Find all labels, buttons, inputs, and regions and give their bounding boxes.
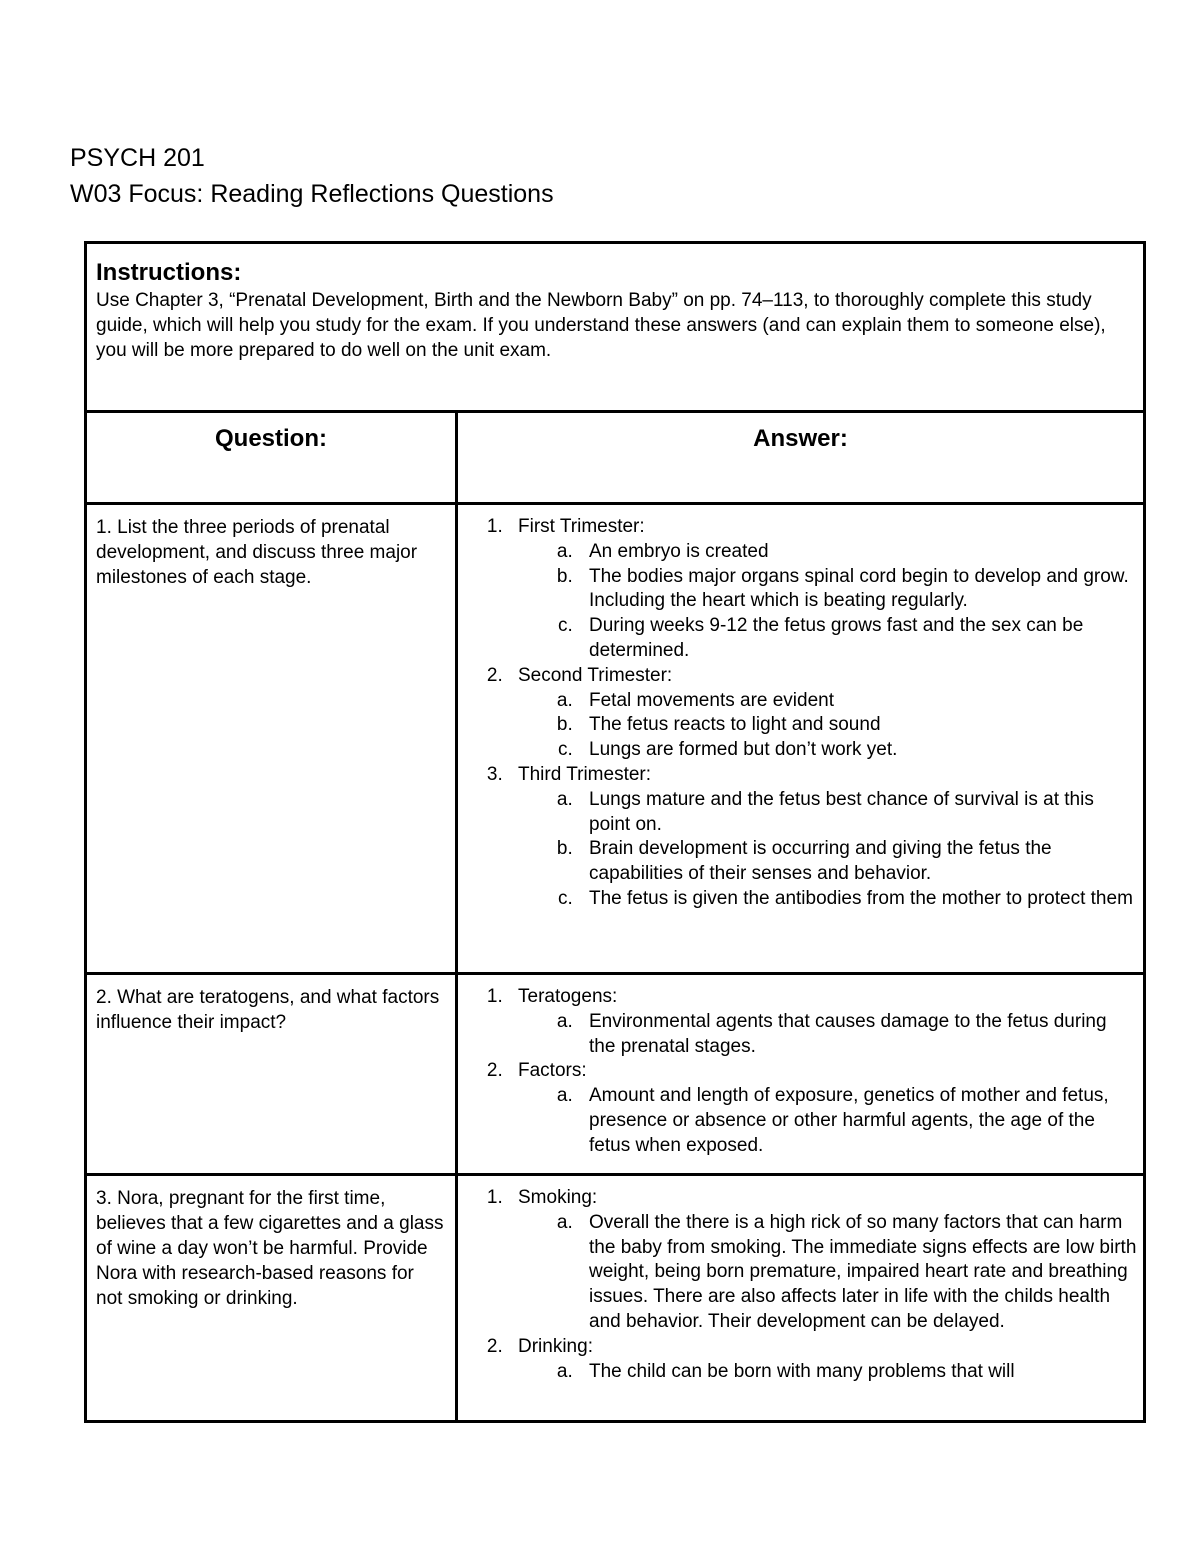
answer-item-label: Second Trimester: <box>518 664 673 686</box>
instructions-heading: Instructions: <box>96 259 242 286</box>
question-cell: 1. List the three periods of prenatal development, and discuss three major milestones of each stage. <box>86 504 457 974</box>
question-cell: 3. Nora, pregnant for the first time, believes that a few cigarettes and a glass of wine a day won’t be harmful. Provide Nora with research-based reasons for not smoking or drinking. <box>86 1175 457 1422</box>
answer-subitem: c. During weeks 9-12 the fetus grows fast and the sex can be determined. <box>578 614 1137 664</box>
answer-item <box>508 515 1137 664</box>
answer-subitem: b. Brain development is occurring and giving the fetus the capabilities of their senses and behavior. <box>578 837 1137 887</box>
answer-item-label: Teratogens: <box>518 986 618 1007</box>
answer-item-label: Smoking: <box>518 1187 598 1208</box>
answer-item <box>508 1059 1137 1158</box>
answer-subitem: a. Lungs mature and the fetus best chance of survival is at this point on. <box>578 788 1137 838</box>
answer-sublist <box>518 689 1137 763</box>
answer-sublist <box>518 788 1137 912</box>
instructions-cell <box>86 243 1145 412</box>
answer-item <box>508 763 1137 912</box>
answer-subitem: a. Fetal movements are evident <box>578 689 1137 714</box>
answer-subitem: a. Overall the there is a high rick of so many factors that can harm the baby from smoking. The immediate signs effects are low birth weight, being born premature, impaired heart rate and breathing issues. There are also affects later in life with the childs health and behavior. Their development can be delayed. <box>578 1211 1137 1335</box>
answer-item <box>508 985 1137 1059</box>
answer-item <box>508 1186 1137 1335</box>
answer-subitem: b. The fetus reacts to light and sound <box>578 713 1137 738</box>
answer-cell <box>457 1175 1145 1422</box>
table-row <box>86 504 1145 974</box>
answer-column-header: Answer: <box>457 412 1145 504</box>
answer-subitem: a. Amount and length of exposure, genetics of mother and fetus, presence or absence or other harmful agents, the age of the fetus when exposed. <box>578 1084 1137 1158</box>
table-row <box>86 974 1145 1175</box>
answer-item-label: Factors: <box>518 1060 587 1082</box>
instructions-row <box>86 243 1145 412</box>
answer-sublist <box>518 1010 1137 1060</box>
answer-sublist <box>518 1360 1137 1385</box>
answer-sublist <box>518 1084 1137 1158</box>
question-column-header: Question: <box>86 412 457 504</box>
answer-subitem: a. The child can be born with many problems that will <box>578 1360 1137 1385</box>
answer-cell <box>457 504 1145 974</box>
table-row <box>86 1175 1145 1422</box>
answer-sublist <box>518 540 1137 664</box>
instructions-text: Use Chapter 3, “Prenatal Development, Birth and the Newborn Baby” on pp. 74–113, to thoroughly complete this study guide, which will help you study for the exam. If you understand these answers (and can explain them to someone else), you will be more prepared to do well on the unit exam. <box>96 290 1106 361</box>
question-cell: 2. What are teratogens, and what factors influence their impact? <box>86 974 457 1175</box>
answer-list <box>464 985 1137 1159</box>
course-code: PSYCH 201 <box>70 144 205 172</box>
answer-item-label: First Trimester: <box>518 516 645 537</box>
answer-list <box>464 515 1137 912</box>
answer-item <box>508 1335 1137 1385</box>
table-header-row <box>86 412 1145 504</box>
answer-item-label: Drinking: <box>518 1335 593 1357</box>
answer-subitem: c. Lungs are formed but don’t work yet. <box>578 738 1137 763</box>
answer-subitem: b. The bodies major organs spinal cord begin to develop and grow. Including the heart which is beating regularly. <box>578 565 1137 615</box>
answer-sublist <box>518 1211 1137 1335</box>
document-header <box>70 140 554 212</box>
answer-subitem: c. The fetus is given the antibodies from the mother to protect them <box>578 887 1137 912</box>
answer-list <box>464 1186 1137 1384</box>
answer-item-label: Third Trimester: <box>518 763 652 785</box>
answer-item <box>508 664 1137 763</box>
study-guide-table <box>84 241 1146 1423</box>
document-title: W03 Focus: Reading Reflections Questions <box>70 180 554 208</box>
answer-cell <box>457 974 1145 1175</box>
answer-subitem: a. Environmental agents that causes damage to the fetus during the prenatal stages. <box>578 1010 1137 1060</box>
answer-subitem: a. An embryo is created <box>578 540 1137 565</box>
